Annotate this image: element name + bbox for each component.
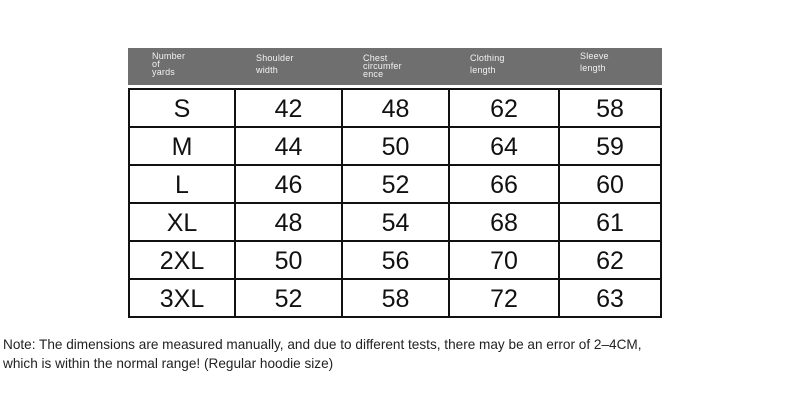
- sleeve-length-cell: 60: [560, 166, 662, 204]
- header-shoulder-line-1: Shoulder: [256, 53, 294, 63]
- size-cell: 2XL: [130, 242, 236, 280]
- header-sleeve-line-2: length: [580, 63, 606, 73]
- table-header-row: [128, 48, 662, 85]
- clothing-length-cell: 72: [450, 280, 560, 318]
- chest-cell: 58: [343, 280, 450, 318]
- header-clothing-length: [446, 48, 556, 85]
- header-sleeve-length: [556, 48, 660, 85]
- chest-cell: 52: [343, 166, 450, 204]
- header-chest-line-2: circumfer: [363, 61, 402, 71]
- table-row: [130, 90, 662, 128]
- header-sleeve-line-1: Sleeve: [580, 51, 609, 61]
- header-size-line-3: yards: [152, 67, 176, 77]
- size-cell: 3XL: [130, 280, 236, 318]
- header-shoulder-line-2: width: [256, 65, 279, 75]
- header-clothing-line-2: length: [470, 65, 496, 75]
- sleeve-length-cell: 58: [560, 90, 662, 128]
- table-row: [130, 128, 662, 166]
- sleeve-length-cell: 62: [560, 242, 662, 280]
- header-size-line-1: Number: [152, 51, 186, 61]
- sleeve-length-cell: 63: [560, 280, 662, 318]
- sleeve-length-cell: 61: [560, 204, 662, 242]
- table-row: [130, 242, 662, 280]
- shoulder-width-cell: 50: [236, 242, 343, 280]
- size-cell: S: [130, 90, 236, 128]
- measurement-note: [3, 335, 793, 373]
- header-clothing-line-1: Clothing: [470, 53, 505, 63]
- chest-cell: 48: [343, 90, 450, 128]
- clothing-length-cell: 66: [450, 166, 560, 204]
- size-cell: M: [130, 128, 236, 166]
- chest-cell: 54: [343, 204, 450, 242]
- table-body: [128, 88, 662, 318]
- shoulder-width-cell: 46: [236, 166, 343, 204]
- clothing-length-cell: 68: [450, 204, 560, 242]
- shoulder-width-cell: 44: [236, 128, 343, 166]
- clothing-length-cell: 70: [450, 242, 560, 280]
- size-cell: L: [130, 166, 236, 204]
- shoulder-width-cell: 48: [236, 204, 343, 242]
- clothing-length-cell: 64: [450, 128, 560, 166]
- clothing-length-cell: 62: [450, 90, 560, 128]
- header-chest-line-1: Chest: [363, 53, 388, 63]
- size-chart-table: [128, 48, 662, 318]
- sleeve-length-cell: 59: [560, 128, 662, 166]
- shoulder-width-cell: 42: [236, 90, 343, 128]
- header-size: [128, 48, 232, 85]
- note-line-2: which is within the normal range! (Regular hoodie size): [3, 356, 334, 371]
- chest-cell: 56: [343, 242, 450, 280]
- header-chest-circumference: [339, 48, 446, 85]
- header-chest-line-3: ence: [363, 69, 384, 79]
- chest-cell: 50: [343, 128, 450, 166]
- size-cell: XL: [130, 204, 236, 242]
- header-shoulder-width: [232, 48, 339, 85]
- shoulder-width-cell: 52: [236, 280, 343, 318]
- table-row: [130, 280, 662, 318]
- table-row: [130, 204, 662, 242]
- table-row: [130, 166, 662, 204]
- header-size-line-2: of: [152, 59, 160, 69]
- note-line-1: Note: The dimensions are measured manually, and due to different tests, there may be an error of 2–4CM,: [3, 337, 642, 352]
